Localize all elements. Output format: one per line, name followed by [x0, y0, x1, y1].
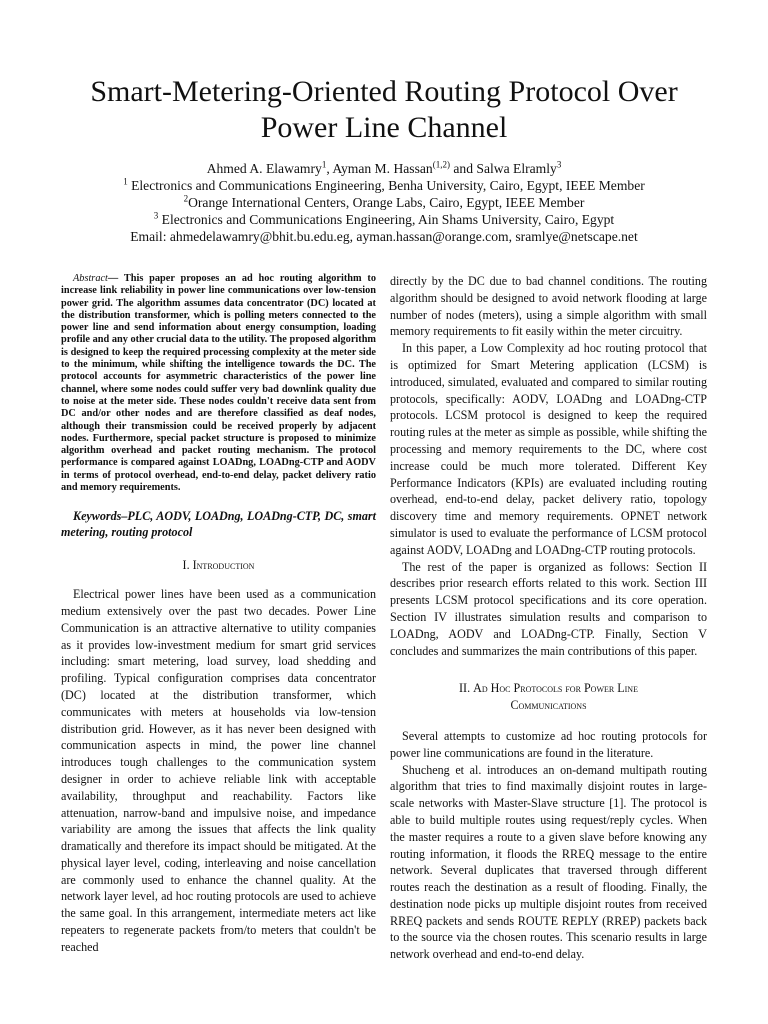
intro-paragraph-3: The rest of the paper is organized as follows: Section II describes prior research efforts related to this work. Section III presents LCSM protocol specifications and its core operation. Section IV illustrates simulation results and comparison to LOADng, AODV and LOADng-CTP. Finally, Section V concludes and summarizes the main contributions of this paper.	[390, 559, 707, 658]
title-line-1: Smart-Metering-Oriented Routing Protocol Over	[90, 75, 678, 108]
section-1-heading	[61, 557, 376, 574]
abstract-text: This paper proposes an ad hoc routing algorithm to increase link reliability in power line communications over low-tension power grid. The algorithm assumes data concentrator (DC) located at the distribution transformer, which is polling meters connected to the power line and send information about energy consumption, loading profile and any other crucial data to the utility. The proposed algorithm is designed to keep the required processing complexity at the meter side to the minimum, while shifting the intelligence towards the DC. The protocol accounts for asymmetric characteristics of the power line channel, where some nodes could suffer very bad downlink quality due to noise at the meter side. These nodes couldn't receive data sent from DC and/or other nodes and are therefore classified as deaf nodes, although their transmission could be received properly by adjacent nodes. Furthermore, special packet structure is proposed to minimize algorithm overhead and packet routing mechanism. The protocol performance is compared against LOADng, LOADng-CTP and AODV in terms of protocol overhead, end-to-end delay, packet delivery ratio and memory requirements.	[61, 273, 376, 494]
affiliation-1	[40, 177, 728, 194]
abstract-label: Abstract	[73, 273, 108, 284]
intro-paragraph-2: In this paper, a Low Complexity ad hoc routing protocol that is optimized for Smart Metering application (LCSM) is introduced, simulated, evaluated and compared to similar routing protocols, specifically: AODV, LOADng and LOADng-CTP protocols. LCSM protocol is designed to keep the required routing rules at the meter as simple as possible, while shifting the processing and memory requirements to the DC, where cost increase could be much more tolerated. Different Key Performance Indicators (KPIs) are evaluated including routing overhead, end-to-end delay, packet delivery ratio, topology discovery time and memory requirements. OPNET network simulator is used to evaluate the performance of LCSM protocol against AODV, LOADng and LOADng-CTP routing protocols.	[390, 341, 707, 557]
affiliation-2-sup: 2	[183, 193, 189, 204]
affiliation-2-text: Orange International Centers, Orange Labs, Cairo, Egypt, IEEE Member	[188, 195, 585, 210]
section-1-title: Introduction	[192, 558, 255, 573]
title-line-2: Power Line Channel	[260, 111, 508, 144]
affiliation-3-sup: 3	[153, 210, 159, 221]
abstract-dash: —	[107, 273, 119, 284]
author-2-sup: (1,2)	[432, 159, 450, 170]
section-2-heading	[390, 680, 707, 714]
author-1: Ahmed A. Elawamry	[206, 161, 322, 176]
right-column	[390, 273, 707, 963]
keywords: Keywords–PLC, AODV, LOADng, LOADng-CTP, DC, smart metering, routing protocol	[61, 509, 376, 540]
section-1-number: I.	[182, 558, 193, 573]
affiliation-2	[40, 194, 728, 211]
author-names	[40, 160, 728, 177]
section-2-paragraph-2: Shucheng et al. introduces an on-demand multipath routing algorithm that tries to find maximally disjoint routes in large-scale networks with Master-Slave structure [1]. The protocol is able to build multiple routes using request/reply cycles. When the master requires a route to a given slave before knowing any routing information, it floods the RREQ message to the entire network. Several duplicates that traversed through different routes reach the destination as a result of flooding. Finally, the destination node picks up multiple disjoint routes from received RREQ packets and sends ROUTE REPLY (RREP) packets back to the source via the chosen routes. This scenario results in large network overhead and end-to-end delay.	[390, 762, 707, 962]
section-2-paragraph-1: Several attempts to customize ad hoc routing protocols for power line communications are found in the literature.	[390, 728, 707, 760]
author-1-sup: 1	[321, 159, 327, 170]
author-emails: Email: ahmedelawamry@bhit.bu.edu.eg, ayman.hassan@orange.com, sramlye@netscape.net	[130, 229, 638, 244]
affiliation-1-sup: 1	[123, 176, 128, 187]
author-2: , Ayman M. Hassan	[326, 161, 433, 176]
author-3-sup: 3	[556, 159, 562, 170]
intro-continuation: directly by the DC due to bad channel conditions. The routing algorithm should be designed to avoid network flooding at large number of nodes (meters), using a simple algorithm with small memory requirements to fit easily within the meter circuitry.	[390, 274, 707, 339]
left-column	[61, 273, 376, 956]
section-2-title-line-1: Ad Hoc Protocols for Power Line	[473, 681, 638, 696]
affiliation-3	[40, 211, 728, 228]
author-3: and Salwa Elramly	[449, 161, 557, 176]
intro-paragraph-1: Electrical power lines have been used as a communication medium extensively over the past two decades. Power Line Communication is an attractive alternative to utility companies as it provides low-investment medium for smart grid services including: smart metering, load survey, load shedding and profiling. Typical configuration comprises data concentrator (DC) located at the distribution transformer, which communicates with meters at households via low-tension distribution grid. However, as it has never been designed with communication aspects in mind, the power line channel introduces tough challenges to the communication system designer in order to achieve reliable link with acceptable availability, throughput and reachability. Factors like attenuation, narrow-band and impulsive noise, and impedance variability are among the issues that affects the link quality dramatically and therefore its impact should be mitigated. At the physical layer level, coding, interleaving and noise cancellation are commonly used to enhance the channel quality. At the network layer level, ad hoc routing protocols are used to achieve the same goal. In this arrangement, intermediate meters act like repeaters to regenerate packets from/to meters that couldn't be reached	[61, 587, 376, 954]
section-2-title-line-2: Communications	[510, 698, 587, 713]
paper-title	[40, 74, 728, 146]
abstract	[61, 273, 376, 494]
section-2-number: II.	[459, 681, 474, 696]
affiliation-3-text: Electronics and Communications Engineering, Ain Shams University, Cairo, Egypt	[158, 212, 615, 227]
affiliation-1-text: Electronics and Communications Engineering, Benha University, Cairo, Egypt, IEEE Member	[127, 178, 645, 193]
author-block	[40, 160, 728, 245]
